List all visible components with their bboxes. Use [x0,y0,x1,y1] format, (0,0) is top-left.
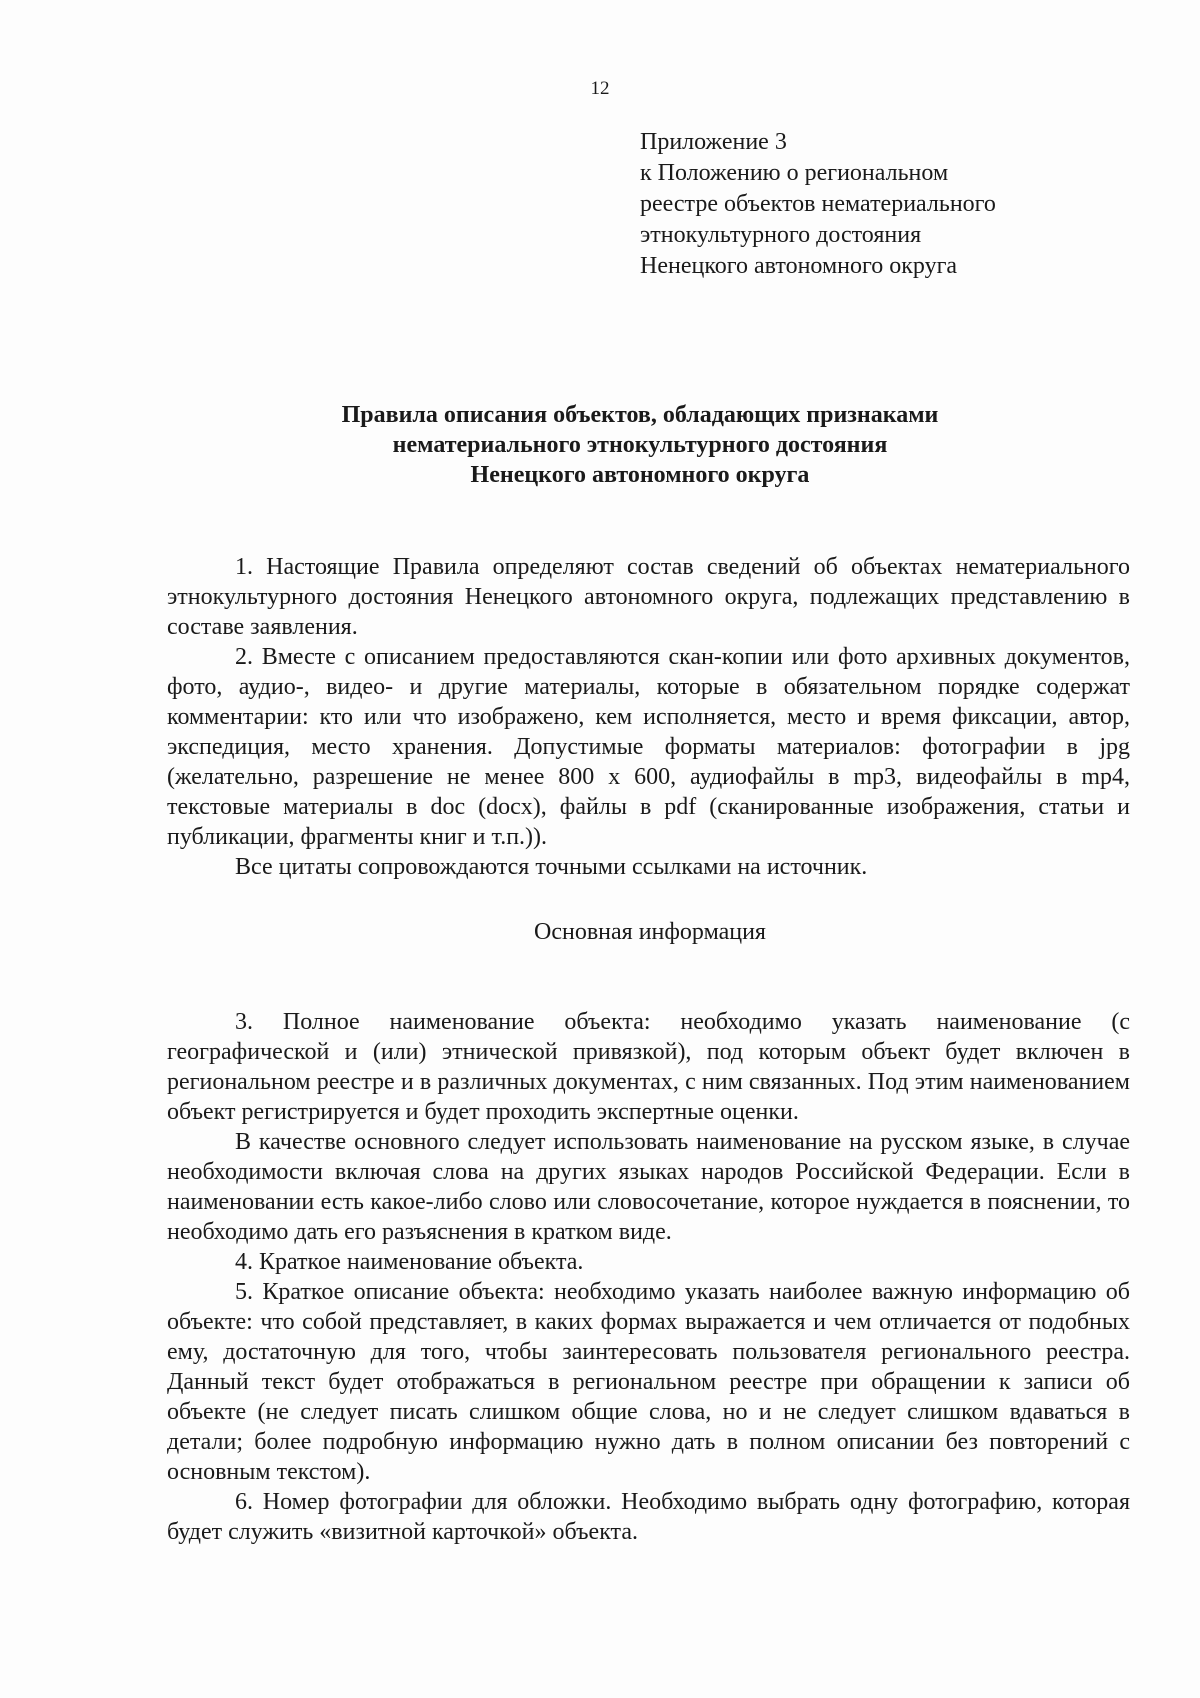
main-information-section [167,1007,1130,1547]
appendix-reference [640,127,1100,282]
paragraph: 1. Настоящие Правила определяют состав сведений об объектах нематериального этнокультурного достояния Ненецкого автономного округа, подлежащих представлению в составе заявления. [167,554,1130,640]
paragraph: 3. Полное наименование объекта: необходимо указать наименование (с географической и (или) этнической привязкой), под которым объект будет включен в региональном реестре и в различных документах, с ним связанных. Под этим наименованием объект регистрируется и будет проходить экспертные оценки. [167,1009,1130,1125]
appendix-line: Ненецкого автономного округа [640,253,958,279]
appendix-line: этнокультурного достояния [640,222,922,248]
paragraph: 4. Краткое наименование объекта. [235,1249,584,1275]
title-line: Правила описания объектов, обладающих признаками [341,402,939,428]
paragraph: 6. Номер фотографии для обложки. Необходимо выбрать одну фотографию, которая будет служить «визитной карточкой» объекта. [167,1489,1130,1545]
paragraph: 2. Вместе с описанием предоставляются скан-копии или фото архивных документов, фото, аудио-, видео- и другие материалы, которые в обязательном порядке содержат комментарии: кто или что изображено, кем исполняется, место и время фиксации, автор, экспедиция, место хранения. Допустимые форматы материалов: фотографии в jpg (желательно, разрешение не менее 800 x 600, аудиофайлы в mp3, видеофайлы в mp4, текстовые материалы в doc (docx), файлы в pdf (сканированные изображения, статьи и публикации, фрагменты книг и т.п.)). [167,644,1130,850]
paragraph: Все цитаты сопровождаются точными ссылками на источник. [235,854,868,880]
title-line: Ненецкого автономного округа [470,462,810,488]
appendix-line: реестре объектов нематериального [640,191,996,217]
intro-section [167,552,1130,882]
paragraph: 5. Краткое описание объекта: необходимо указать наиболее важную информацию об объекте: что собой представляет, в каких формах выражается и чем отличается от подобных ему, достаточную для того, чтобы заинтересовать пользователя регионального реестра. Данный текст будет отображаться в региональном реестре при обращении к записи об объекте (не следует писать слишком общие слова, но и не следует слишком вдаваться в детали; более подробную информацию нужно дать в полном описании без повторений с основным текстом). [167,1279,1130,1485]
document-title [160,400,1120,490]
paragraph: В качестве основного следует использовать наименование на русском языке, в случае необходимости включая слова на других языках народов Российской Федерации. Если в наименовании есть какое-либо слово или словосочетание, которое нуждается в пояснении, то необходимо дать его разъяснения в кратком виде. [167,1129,1130,1245]
section-heading: Основная информация [534,919,766,945]
page-number: 12 [590,78,610,99]
appendix-line: к Положению о региональном [640,160,949,186]
title-line: нематериального этнокультурного достояния [392,432,888,458]
appendix-line: Приложение 3 [640,129,787,155]
